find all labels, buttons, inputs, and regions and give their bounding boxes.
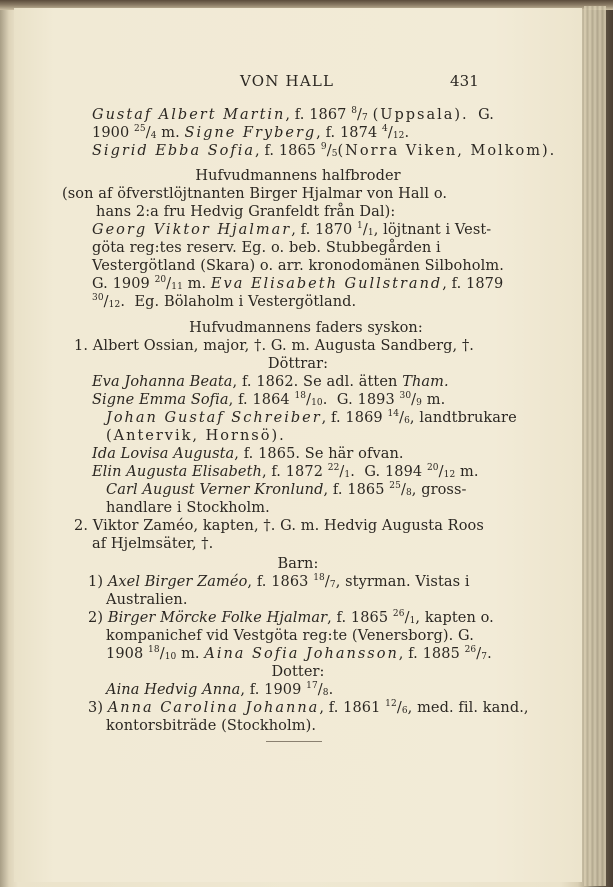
birth-year: 1867 [309,107,347,123]
spouse-name: Johan Gustaf Schreiber [106,410,322,426]
entry-gustaf-line-1: Gustaf Albert Martin, f. 1867 $^8/_7$ (Uppsala). G. [92,106,494,123]
entry-gustaf-line-3: Sigrid Ebba Sofia, f. 1865 $^9/_5(Norra$ Viken, Molkom). [92,142,557,159]
occupation: kapten o. [424,610,494,626]
list-number: 1. [74,338,89,354]
half-brother-line-3: Vestergötland (Skara) o. arr. kronodomänen Silboholm. [92,258,504,274]
married-to: m. [426,392,446,408]
birth-day: 22 [327,463,340,473]
person-name: Gustaf Albert Martin [92,107,286,123]
marriage-month: 10 [164,652,177,662]
birth-month: 1 [409,616,416,626]
person-name: Elin Augusta Elisabeth [92,464,262,480]
marriage-month: 9 [416,398,422,408]
birth-month: 7 [329,580,336,590]
birth-year: f. 1865 [332,482,385,498]
birth-month: 1 [367,228,374,238]
daughter-elin: Elin Augusta Elisabeth, f. 1872 $^{22}/_1$. G. 1894 $^{20}/_{12}$ m. [92,463,479,480]
estate: Eg. Bölaholm i Vestergötland. [134,294,357,310]
spouse-birth-year: 1879 [466,276,504,292]
daughter-heading: Dotter: [271,664,325,680]
birth-year: f. 1872 [271,464,324,480]
birth-place: (Uppsala). [372,107,469,123]
spouse-birth-month: 12 [392,131,405,141]
person-name: Aina Hedvig Anna [106,682,241,698]
sibling-2-line-2: af Hjelmsäter, †. [92,536,214,552]
marriage-day: 20 [154,275,167,285]
occupation: styrman. Vistas i [345,574,470,590]
entry-text: f. 1862. Se adl. ätten [241,374,398,390]
birth-year: f. 1864 [238,392,290,408]
spouse-johan: Johan Gustaf Schreiber, f. 1869 $^{14}/_6$, landtbrukare [106,409,517,426]
half-brother-line-2: göta reg:tes reserv. Eg. o. beb. Stubbegården i [92,240,441,256]
half-brother-intro-2: hans 2:a fru Hedvig Granfeldt från Dal): [96,204,396,220]
grandchild-aina: Aina Hedvig Anna, f. 1909 $^{17}/_8$. [106,681,334,698]
birth-day: 18 [313,573,325,583]
marriage-month: 11 [171,282,183,292]
marriage-year: G. 1909 [92,276,150,292]
spouse-birth-year: 1874 [339,125,378,141]
entry-gustaf-line-2: 1900 $^{25}/_4$ m. Signe Fryberg, f. 1874 $^4/_{12}$. [92,124,410,141]
daughter-signe: Signe Emma Sofia, f. 1864 $^{18}/_{10}$. G. 1893 $^{30}/_9$ m. [92,391,446,408]
married-to: m. [181,646,200,662]
birth-day: 26 [392,609,405,619]
sibling-text: Albert Ossian, major, †. G. m. Augusta Sandberg, †. [92,338,475,354]
married-marker: G. [478,107,494,123]
sibling-text: Viktor Zaméo, kapten, †. G. m. Hedvig Augusta Roos [92,518,484,534]
daughters-heading: Döttrar: [267,356,329,372]
married-to: m. [187,276,207,292]
spouse-birth-year: f. 1885 [408,646,460,662]
occupation: löjtnant i Vest- [383,222,492,238]
spouse-birth-day: 26 [464,645,477,655]
spouse-carl-line-2: handlare i Stockholm. [106,500,270,516]
sibling-2 [74,517,484,535]
spouse-johan-place: (Antervik, Hornsö). [106,428,286,444]
birth-day: 25 [389,481,401,491]
birth-day: 14 [387,409,400,419]
child-birger-line-3: 1908 $^{18}/_{10}$ m. Aina Sofia Johansson, f. 1885 $^{26}/_7$. [106,645,492,662]
half-brother-line-5: $^{30}/_{12}$. Eg. Bölaholm i Vestergötland. [92,293,357,310]
person-name: Eva Johanna Beata [92,374,233,390]
marriage-day: 25 [134,124,146,134]
spouse-birth-month: 12 [108,300,121,310]
marriage-month: 12 [443,470,456,480]
birth-day: 1 [357,221,363,231]
married-to: m. [460,464,479,480]
marriage-month: 4 [150,131,157,141]
entry-text: f. 1865. Se här ofvan. [243,446,404,462]
birth-year: f. 1865 [336,610,389,626]
person-name: Ida Lovisa Augusta [92,446,235,462]
spouse-name: Signe Fryberg [184,125,317,141]
occupation: med. fil. kand., [417,700,529,716]
child-birger: 2) Birger Mörcke Folke Hjalmar, f. 1865 $^{26}/_1$, kapten o. [88,609,494,626]
list-number: 1) [88,574,104,590]
sibling-1 [74,337,474,355]
birth-day: 18 [294,391,307,401]
half-brother-line-1: Georg Viktor Hjalmar, f. 1870 $^1/_1$, löjtnant i Vest- [92,221,492,238]
children-heading: Barn: [277,556,319,572]
marriage-year: G. 1893 [336,392,395,408]
child-anna: 3) Anna Carolina Johanna, f. 1861 $^{12}/_6$, med. fil. kand., [88,699,529,716]
birth-year: f. 1861 [328,700,381,716]
occupation: gross- [421,482,467,498]
person-name: Axel Birger Zaméo [107,574,248,590]
marriage-year: 1900 [92,125,130,141]
birth-year: f. 1909 [249,682,302,698]
marriage-day: 30 [399,391,412,401]
child-birger-line-2: kompanichef vid Vestgöta reg:te (Venersborg). G. [106,628,474,644]
spouse-birth-day: 30 [92,293,104,303]
page-stack-edge [584,6,606,886]
child-name: Sigrid Ebba Sofia [92,143,256,159]
book-page [14,8,582,882]
marriage-year: G. 1894 [364,464,423,480]
person-name: Anna Carolina Johanna [107,700,320,716]
spouse-name: Eva Elisabeth Gullstrand [210,276,443,292]
list-number: 3) [88,700,104,716]
spouse-birth-month: 7 [481,652,488,662]
half-brother-line-4: G. 1909 $^{20}/_{11}$ m. Eva Elisabeth Gullstrand, f. 1879 [92,275,504,292]
birth-year: 1870 [315,222,353,238]
child-birth-day: 9 [320,142,327,152]
spouse-name: Aina Sofia Johansson [204,646,399,662]
child-anna-line-2: kontorsbiträde (Stockholm). [106,718,317,734]
birth-day: 8 [351,106,358,116]
spouse-carl: Carl August Verner Kronlund, f. 1865 $^{25}/_8$, gross- [106,481,467,498]
birth-year: f. 1863 [256,574,309,590]
section-heading-half-brother: Hufvudmannens halfbroder [195,168,401,184]
family-reference: Tham. [402,374,449,390]
birth-month: 7 [362,113,368,123]
child-place: (Norra Viken, Molkom). [337,143,557,159]
marriage-year: 1908 [106,646,144,662]
person-name: Signe Emma Sofia [92,392,229,408]
occupation: landtbrukare [419,410,517,426]
child-birth-month: 5 [331,149,338,159]
birth-day: 17 [306,681,318,691]
person-name: Georg Viktor Hjalmar [92,222,292,238]
birth-month: 6 [404,416,410,426]
spouse-birth-day: 4 [382,124,388,134]
daughter-eva: Eva Johanna Beata, f. 1862. Se adl. ätten Tham. [92,374,449,390]
list-number: 2. [74,518,89,534]
birth-year: f. 1869 [331,410,383,426]
birth-month: 10 [311,398,323,408]
daughter-ida: Ida Lovisa Augusta, f. 1865. Se här ofvan. [92,446,404,462]
birth-month: 6 [401,706,408,716]
marriage-day: 18 [148,645,160,655]
child-axel-line-2: Australien. [106,592,188,608]
birth-month: 8 [405,488,412,498]
page-number: 431 [450,72,479,90]
birth-day: 12 [385,699,397,709]
section-heading-siblings: Hufvudmannens faders syskon: [189,320,423,336]
birth-month: 1 [344,470,351,480]
list-number: 2) [88,610,104,626]
running-header: VON HALL [240,72,335,90]
person-name: Birger Mörcke Folke Hjalmar [107,610,328,626]
child-axel: 1) Axel Birger Zaméo, f. 1863 $^{18}/_7$, styrman. Vistas i [88,573,470,590]
half-brother-intro-1: (son af öfverstlöjtnanten Birger Hjalmar von Hall o. [62,186,448,202]
spouse-name: Carl August Verner Kronlund [106,482,324,498]
child-birth-year: 1865 [278,143,317,159]
end-rule-divider [266,741,322,742]
married-to: m. [161,125,180,141]
marriage-day: 20 [426,463,439,473]
birth-month: 8 [322,688,329,698]
